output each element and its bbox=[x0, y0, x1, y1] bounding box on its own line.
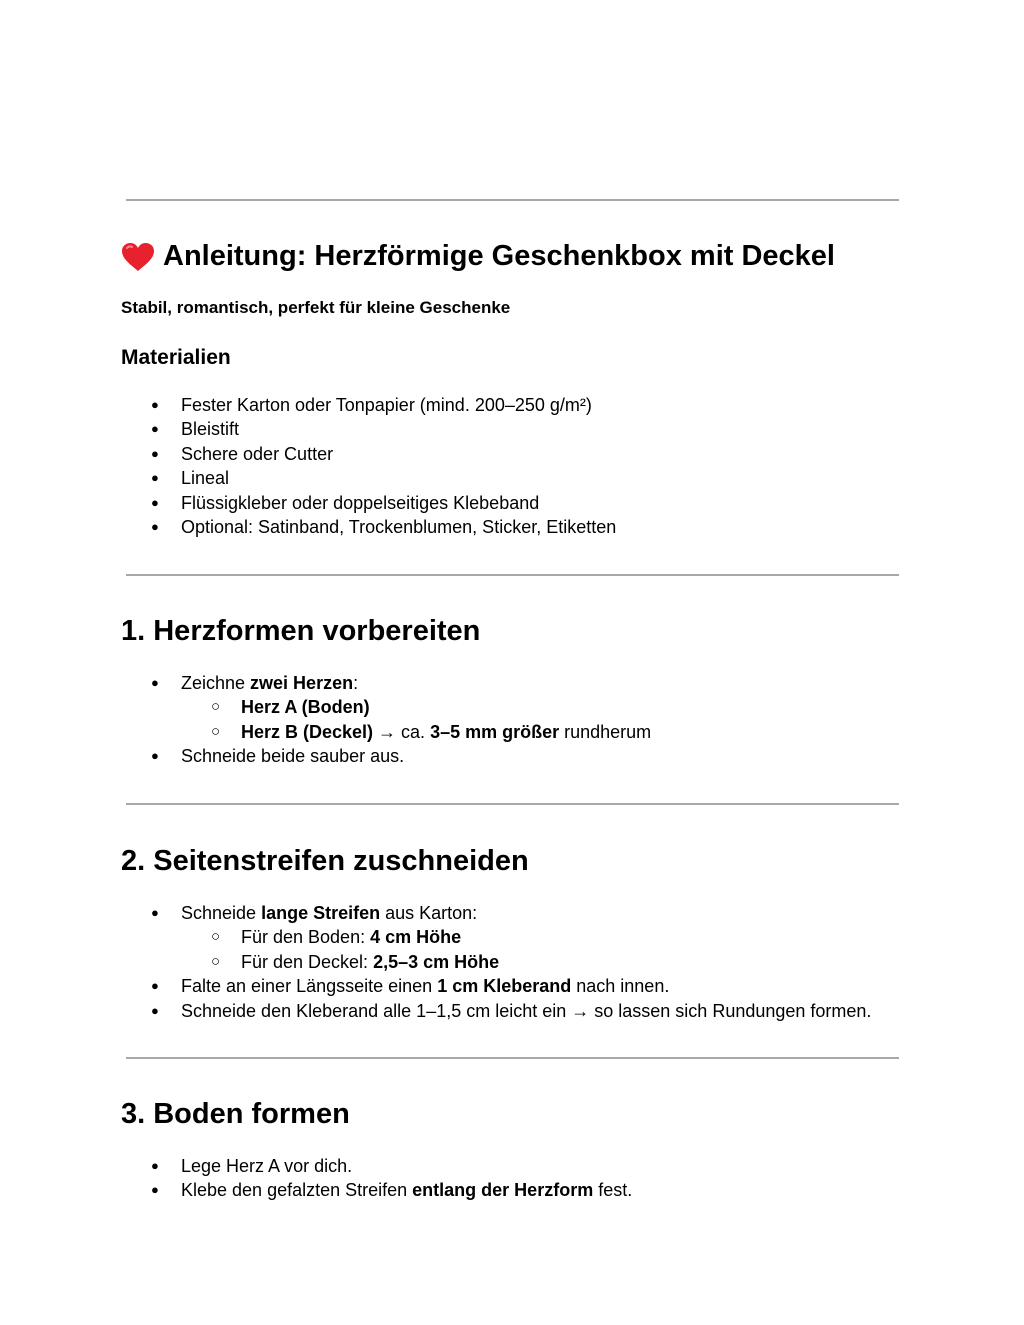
red-heart-icon bbox=[121, 242, 157, 272]
bold-text: lange Streifen bbox=[261, 903, 381, 923]
horizontal-rule bbox=[126, 1057, 899, 1059]
step3-list bbox=[0, 1154, 632, 1203]
sub-list-item bbox=[0, 720, 651, 744]
list-item bbox=[0, 974, 871, 998]
bold-text: 1 cm Kleberand bbox=[437, 976, 572, 997]
horizontal-rule bbox=[126, 574, 899, 576]
text: rundherum bbox=[559, 721, 652, 742]
bold-text: entlang der Herzform bbox=[412, 1180, 594, 1201]
text: aus Karton: bbox=[380, 903, 478, 923]
text: nach innen. bbox=[571, 976, 670, 997]
text: Schneide bbox=[181, 903, 262, 923]
bold-text: 4 cm Höhe bbox=[370, 927, 462, 948]
step2-heading: 2. Seitenstreifen zuschneiden bbox=[121, 845, 529, 877]
list-item: ● Flüssigkleber oder doppelseitiges Klebeband bbox=[0, 491, 616, 515]
step2-list bbox=[0, 901, 871, 1023]
list-item bbox=[0, 1178, 632, 1202]
sub-list-item bbox=[0, 950, 871, 974]
text: Für den Deckel: bbox=[241, 951, 374, 972]
list-item: ● Fester Karton oder Tonpapier (mind. 200–250 g/m²) bbox=[0, 393, 616, 417]
bold-text: Herz A (Boden) bbox=[241, 697, 370, 718]
text: Klebe den gefalzten Streifen bbox=[181, 1180, 413, 1201]
bold-text: Herz B (Deckel) bbox=[241, 721, 374, 742]
bold-text: zwei Herzen bbox=[250, 673, 354, 693]
list-item bbox=[0, 901, 871, 925]
document-title-text: Anleitung: Herzförmige Geschenkbox mit Deckel bbox=[163, 240, 835, 272]
materials-heading: Materialien bbox=[121, 346, 231, 369]
text: fest. bbox=[593, 1180, 633, 1201]
list-item: ● Lege Herz A vor dich. bbox=[0, 1154, 632, 1178]
horizontal-rule bbox=[126, 199, 899, 201]
list-item: ● Schneide beide sauber aus. bbox=[0, 744, 651, 768]
text: Zeichne bbox=[181, 673, 251, 693]
bold-text: 2,5–3 cm Höhe bbox=[373, 951, 500, 972]
document-title bbox=[121, 236, 835, 276]
step1-heading: 1. Herzformen vorbereiten bbox=[121, 615, 481, 647]
list-item: ● Lineal bbox=[0, 466, 616, 490]
bold-text: 3–5 mm größer bbox=[430, 721, 560, 742]
text: Für den Boden: bbox=[241, 927, 371, 948]
text: : bbox=[353, 673, 359, 693]
list-item: ● Bleistift bbox=[0, 417, 616, 441]
step1-list bbox=[0, 671, 651, 769]
list-item: ● Optional: Satinband, Trockenblumen, Sticker, Etiketten bbox=[0, 515, 616, 539]
sub-list-item bbox=[0, 695, 651, 719]
materials-list bbox=[0, 393, 616, 539]
sub-list-item bbox=[0, 925, 871, 949]
horizontal-rule bbox=[126, 803, 899, 805]
list-item: ● Schere oder Cutter bbox=[0, 442, 616, 466]
step3-heading: 3. Boden formen bbox=[121, 1098, 350, 1130]
list-item bbox=[0, 671, 651, 695]
list-item: ● Schneide den Kleberand alle 1–1,5 cm leicht ein → so lassen sich Rundungen formen. bbox=[0, 999, 871, 1023]
document-subtitle: Stabil, romantisch, perfekt für kleine Geschenke bbox=[121, 298, 511, 317]
text: Falte an einer Längsseite einen bbox=[181, 976, 438, 997]
text: → ca. bbox=[373, 721, 431, 742]
